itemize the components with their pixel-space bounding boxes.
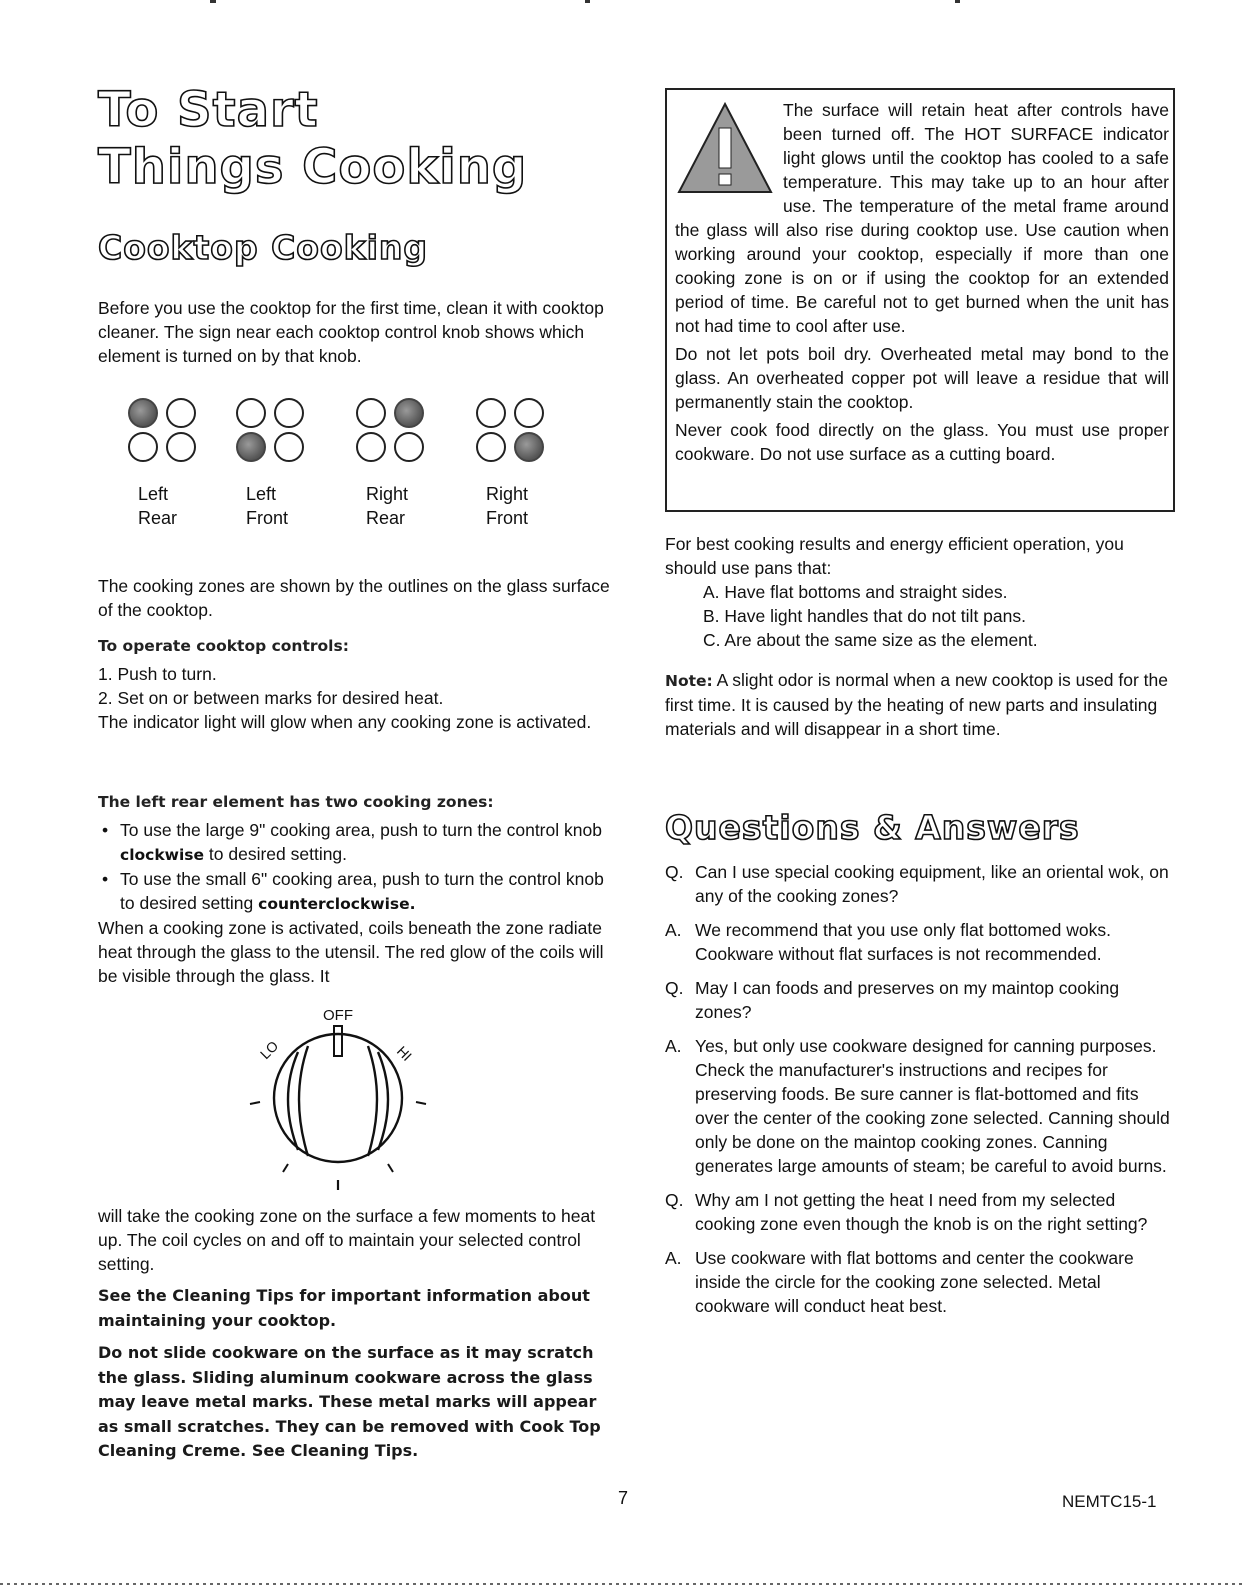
qa-text: Why am I not getting the heat I need from my selected cooking zone even though the knob is on the right setting? xyxy=(695,1190,1148,1234)
list-item: A. Have flat bottoms and straight sides. xyxy=(703,582,1008,602)
section-heading-cooktop: Cooktop Cooking xyxy=(98,228,428,267)
qa-text: May I can foods and preserves on my maintop cooking zones? xyxy=(695,978,1120,1022)
qa-text: Can I use special cooking equipment, like an oriental wok, on any of the cooking zones? xyxy=(695,862,1169,906)
qa-text: Use cookware with flat bottoms and center the cookware inside the circle for the cooking zone selected. Metal cookware will conduct heat best. xyxy=(695,1248,1134,1316)
intro-text: Before you use the cooktop for the first time, clean it with cooktop cleaner. The sign near each cooktop control knob shows which element is turned on by that knob. xyxy=(98,298,604,366)
page-number: 7 xyxy=(618,1488,629,1508)
list-item: • To use the small 6" cooking area, push to turn the control knob to desired setting counterclockwise. xyxy=(102,869,604,913)
qa-item-answer xyxy=(665,1246,1175,1318)
zone-label: Left xyxy=(138,484,169,504)
operate-section xyxy=(98,634,618,734)
scan-edge-top xyxy=(0,0,1245,6)
qa-item-answer xyxy=(665,1034,1175,1178)
qa-key: A. xyxy=(665,1248,682,1268)
qa-text: We recommend that you use only flat bottomed woks. Cookware without flat surfaces is not recommended. xyxy=(695,920,1111,964)
section-heading-qa: Questions & Answers xyxy=(665,808,1080,847)
knob-hi-label: HI xyxy=(393,1042,416,1065)
control-knob-diagram xyxy=(228,1000,448,1200)
cleaning-note: See the Cleaning Tips for important information about maintaining your cooktop. xyxy=(98,1286,590,1330)
indicator-text: The indicator light will glow when any cooking zone is activated. xyxy=(98,712,592,732)
qa-key: A. xyxy=(665,1036,682,1056)
continue-text: will take the cooking zone on the surface a few moments to heat up. The coil cycles on and off to maintain your selected control setting. xyxy=(98,1206,596,1274)
bullet-text: to desired setting. xyxy=(204,844,348,864)
list-item: 2. Set on or between marks for desired heat. xyxy=(98,688,444,708)
zone-label: Front xyxy=(486,508,529,528)
two-zones-section xyxy=(98,790,618,988)
bullet-emphasis: counterclockwise. xyxy=(258,895,416,913)
zone-label: Left xyxy=(246,484,277,504)
note-text: A slight odor is normal when a new cooktop is used for the first time. It is caused by the heating of new parts and insulating materials and will disappear in a short time. xyxy=(665,670,1169,739)
page-title xyxy=(98,82,527,196)
warning-text-2: Do not let pots boil dry. Overheated metal may bond to the glass. An overheated copper pot will leave a residue that will permanently stain the cooktop. xyxy=(675,344,1169,412)
document-code: NEMTC15-1 xyxy=(1062,1492,1157,1511)
knob-off-label: OFF xyxy=(323,1007,353,1024)
zone-label: Rear xyxy=(138,508,178,528)
qa-key: Q. xyxy=(665,862,684,882)
bullet-emphasis: clockwise xyxy=(120,846,205,864)
bullet-text: To use the small 6" cooking area, push to turn the control knob to desired setting xyxy=(120,869,604,913)
zone-label: Right xyxy=(486,484,529,504)
intro-paragraph xyxy=(98,296,618,368)
page-title-line2: Things Cooking xyxy=(98,139,528,195)
zone-left-front xyxy=(236,398,336,528)
zones-text: The cooking zones are shown by the outlines on the glass surface of the cooktop. xyxy=(98,576,610,620)
qa-key: Q. xyxy=(665,1190,684,1210)
note-label: Note: xyxy=(665,672,713,690)
warning-triangle-icon xyxy=(675,100,775,195)
activated-text: When a cooking zone is activated, coils beneath the zone radiate heat through the glass to the utensil. The red glow of the coils will be visible through the glass. It xyxy=(98,918,604,986)
zone-diagram xyxy=(128,398,588,538)
qa-item-question xyxy=(665,1188,1175,1236)
warning-text-1: The surface will retain heat after controls have been turned off. The HOT SURFACE indicator light glows until the cooktop has cooled to a safe temperature. This may take up to an hour after use. The temperature of the metal frame around the glass will also rise during cooktop use. Use caution when working around your cooktop, especially if more than one cooking zone is on or if using the cooktop for an extended period of time. Be careful not to get burned when the unit has not had time to cool after use. xyxy=(675,100,1169,336)
hot-surface-warning-box xyxy=(665,88,1175,512)
zone-label: Front xyxy=(246,508,289,528)
qa-text: Yes, but only use cookware designed for canning purposes. Check the manufacturer's instructions and recipes for preserving foods. Be sure canner is flat-bottomed and fits over the center of the cooking zone selected. Canning should only be done on the maintop cooking zones. Canning generates large amounts of steam; be careful to avoid burns. xyxy=(695,1036,1170,1176)
list-item: B. Have light handles that do not tilt pans. xyxy=(703,606,1026,626)
qa-key: Q. xyxy=(665,978,684,998)
qa-key: A. xyxy=(665,920,682,940)
pans-intro: For best cooking results and energy efficient operation, you should use pans that: xyxy=(665,534,1124,578)
pans-section xyxy=(665,532,1175,652)
knob-lo-label: LO xyxy=(256,1037,282,1063)
zone-left-rear xyxy=(128,398,228,528)
warning-text-3: Never cook food directly on the glass. You must use proper cookware. Do not use surface as a cutting board. xyxy=(675,420,1169,464)
slide-warning: Do not slide cookware on the surface as it may scratch the glass. Sliding aluminum cookware across the glass may leave metal marks. These metal marks will appear as small scratches. They can be removed with Cook Top Cleaning Creme. See Cleaning Tips. xyxy=(98,1343,601,1460)
bullet-text: To use the large 9" cooking area, push to turn the control knob xyxy=(120,820,602,840)
continue-paragraph xyxy=(98,1204,618,1464)
scan-edge-bottom xyxy=(0,1579,1245,1585)
qa-item-answer xyxy=(665,918,1175,966)
list-item: C. Are about the same size as the element. xyxy=(703,630,1038,650)
qa-item-question xyxy=(665,860,1175,908)
zone-label: Rear xyxy=(366,508,406,528)
operate-heading: To operate cooktop controls: xyxy=(98,637,349,655)
zone-right-front xyxy=(476,398,576,528)
zone-right-rear xyxy=(356,398,456,528)
list-item: • To use the large 9" cooking area, push to turn the control knob clockwise to desired setting. xyxy=(102,820,602,864)
page-title-line1: To Start xyxy=(98,82,319,138)
list-item: 1. Push to turn. xyxy=(98,664,217,684)
qa-list xyxy=(665,860,1175,1318)
qa-item-question xyxy=(665,976,1175,1024)
zones-paragraph xyxy=(98,574,618,622)
zone-label: Right xyxy=(366,484,409,504)
two-zones-heading: The left rear element has two cooking zones: xyxy=(98,793,494,811)
note-paragraph xyxy=(665,668,1175,741)
